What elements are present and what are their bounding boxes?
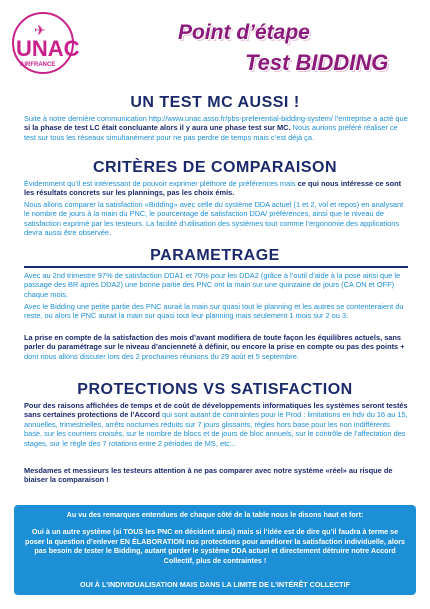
bold-text: ce qui nous intéresse ce sont les résultats concrets sur les plannings, pas les choix émis. (24, 179, 402, 198)
bold-text: si la phase de test LC était concluante alors il y aura une phase test sur MC. (24, 123, 291, 133)
plane-icon: ✈ (34, 22, 46, 38)
paragraph-parametrage-3 (24, 333, 408, 361)
callout-conclusion: OUI À L’INDIVIDUALISATION MAIS DANS LA LIMITE DE L’INTÉRÊT COLLECTIF (80, 580, 350, 589)
callout-intro: Au vu des remarques entendues de chaque côté de la table nous le disons haut et fort: (66, 510, 364, 519)
logo-text: UNAC (16, 36, 80, 61)
bold-text: Mesdames et messieurs les testeurs attention à ne pas comparer avec notre système «réel» au risque de biaiser la comparaison ! (24, 466, 393, 485)
paragraph-parametrage-2: Avec le Bidding une petite partie des PNC aurait la main sur quasi tout le planning et les autres se contenteraient du reste, ou alors le PNC aurait la main sur quasi tout leur planning mais seulement 1 mois sur 2 ou 3. (24, 302, 404, 321)
paragraph-parametrage-1: Avec au 2nd trimestre 97% de satisfaction DDA1 et 70% pour les DDA2 (grâce à l’outil d’aide à la pose ainsi que le passage des BR après DDA2) une bonne partie des PNC ont la main sur une quinzaine de jours (CA ON et OFF) chaque mois. (24, 271, 401, 299)
callout-box (14, 505, 416, 595)
paragraph-test-mc (24, 114, 408, 142)
heading-test-mc: UN TEST MC AUSSI ! (130, 94, 300, 111)
heading-parametrage: PARAMETRAGE (150, 247, 280, 264)
page-title-line2: Test BIDDING (245, 50, 389, 75)
page-title-line1: Point d’étape (178, 21, 310, 44)
paragraph-criteres-2: Nous allons comparer la satisfaction «Bidding» avec celle du système DDA actuel (1 et 2, vol et repos) en analysant le nombre de jours à la main du PNC, le pourcentage de satisfaction DDA/ préférences, ainsi que le niveau de satisfaction exprimé par les testeurs. La facilité d’utilisation des systèmes tout comme l’ergonomie des applications devra aussi être observée. (24, 200, 404, 238)
heading-criteres: CRITÈRES DE COMPARAISON (92, 159, 338, 176)
text: Nous aurions préféré réaliser ce test sur tous les réseaux simultanément pour ne pas perdre de temps mais c’est déjà ça. (24, 123, 398, 142)
bold-text: La prise en compte de la satisfaction des mois d’avant modifiera de toute façon les équilibres actuels, sans parler du paramétrage sur le niveau d’ancienneté à définir, ou encore la prise en compte ou pas des points + (24, 333, 405, 352)
paragraph-criteres-1 (24, 179, 408, 198)
heading-protections: PROTECTIONS VS SATISFACTION (77, 381, 353, 398)
callout-body: Oui à un autre système (si TOUS les PNC en décident ainsi) mais si l’idée est de dire qu’il faudra à terme se poser la question d’enlever EN ÉLABORATION nos protections pour améliorer la satisfaction individuelle, alors pas besoin de tester le Bidding, autant garder le système DDA actuel et directement détruire notre Accord Collectif, plus de contraintes ! (24, 527, 406, 565)
paragraph-protections-1 (24, 401, 408, 448)
text: dont nous allons discuter lors des 2 prochaines réunions du 29 août et 5 septembre. (24, 351, 299, 361)
paragraph-protections-2 (24, 466, 408, 485)
bold-text: Pour des raisons affichées de temps et de coût de développements informatiques les systèmes seront testés sans certaines protections de l’Accord (24, 401, 408, 420)
logo-subtext: AIRFRANCE (20, 62, 56, 68)
text: Évidemment qu’il est intéressant de pouvoir exprimer pléthore de préférences mais (24, 179, 298, 188)
text: Suite à notre dernière communication http://www.unac.asso.fr/pbs-preferential-bidding-system/ l’entreprise a acté que (24, 114, 408, 123)
text: qui sont autant de contraintes pour le Prod : limitations en hdv du 16 au 15, annuelles, trimestrielles, arrêts nocturnes réduits sur 7 jours glissants, règles hors base pour les non indifférents base, sur les courriers croisés, sur le nombre de blocs et de jours de bloc annuels, sur le contrôle de l’affectation des stages, sur le règle des 7 rotations entre 2 périodes de MS, etc... (24, 410, 408, 448)
unac-logo (12, 12, 78, 92)
divider (24, 266, 408, 268)
